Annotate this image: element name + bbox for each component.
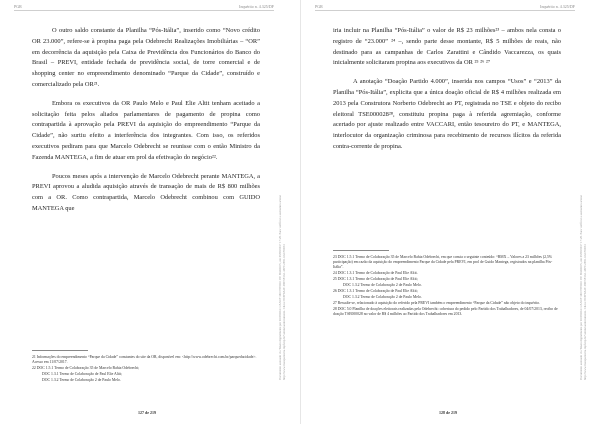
footnote: 27 Ressalte-se, relacionado à aquisição do referido pela PREVI também o empreendimento “Parque da Cidade” não objeto do inquérito. (333, 301, 541, 305)
paragraph: A anotação “Doação Partido 4.000”, inserida nos campos “Usos” e “2013” da Planilha “Pós-Itália”, explicita que a única doação oficial de R$ 4 milhões realizada em 2013 pela Construtora Norberto Odebrecht ao PT, registrada no TSE e objeto do recibo eleitoral TSE000028²⁸, constituiu propina paga à referida agremiação, conforme acertado por ajuste realizado entre VACCARI, então tesoureiro do PT, e MANTEGA, interlocutor da organização criminosa para recebimento de recursos ilícitos da referida contra-corrente de propina. (333, 78, 561, 150)
footnote-rule (333, 250, 389, 251)
page-number: 127 de 219 (138, 410, 156, 415)
running-header-left: PGR (315, 4, 323, 9)
footnote: 25 DOC 1.3.1 Termo de Colaboração de Paul Elie Altit; (333, 277, 418, 281)
page-right (300, 0, 600, 424)
footnotes (32, 355, 260, 384)
footnote: DOC 1.3.1 Termo de Colaboração de Paul Elie Altit; (42, 372, 123, 376)
body-text (32, 26, 260, 215)
running-header-right: Inquérito n. 4.325/DF (239, 4, 274, 9)
side-note-line: http://www.transparencia.mpf.mp.br/validacaodocumento. Chave 9C9F0A2E.D0E5F3A1.4B7C2E91.6A1F8D33 (282, 244, 286, 380)
body-text (333, 26, 561, 153)
page-number: 128 de 219 (439, 410, 457, 415)
paragraph: iria incluir na Planilha “Pós-Itália” o valor de R$ 23 milhões²³ – ambos nela consta o registro de “23.000” ²⁴ –, sendo parte desse montante, R$ 5 milhões de reais, não destinado para as campanhas de Carlos Zarattini e Cândido Vaccarezza, os quais inicialmente solicitaram propina aos executivos da OR ²⁵ ²⁶ ²⁷ (333, 27, 561, 67)
header-rule (315, 10, 575, 11)
footnote: 22 DOC 1.5.1 Termo de Colaboração 35 de Marcelo Bahia Odebrecht; (32, 366, 140, 370)
footnotes (333, 255, 561, 318)
footnote: DOC 1.3.2 Termo de Colaboração 2 de Paulo Melo. (42, 378, 121, 382)
footnote: 23 DOC 1.5.1 Termo de Colaboração 35 de Marcelo Bahia Odebrecht, em que consta o seguinte conteúdo: “BMX – Valores a 23 milhões (2,5% participação) em razão da aquisição do empreendimento Parque da Cidade pela PREVI, em prol de Guido Mantega, registrados na planilha Pós-Itália”. (333, 255, 553, 269)
footnote: DOC 1.3.2 Termo de Colaboração 2 de Paulo Melo. (343, 283, 422, 287)
footnote: 26 DOC 1.3.1 Termo de Colaboração de Paul Elie Altit; (333, 289, 418, 293)
paragraph: Poucos meses após a intervenção de Marcelo Odebrecht perante MANTEGA, a PREVI aprovou a aludida aquisição através de transação de mais de R$ 800 milhões com a OR. Como contrapartida, Marcelo Odebrecht combinou com GUIDO MANTEGA que (32, 172, 260, 212)
paragraph: O outro saldo constante da Planilha “Pós-Itália”, inserido como “Novo crédito OR 23.000”, refere-se à propina paga pela Odebrecht Realizações Imobiliárias – “OR” em decorrência da aquisição pela Caixa de Previdência dos Funcionários do Banco do Brasil – PREVI, entidade fechada de previdência social, de torre comercial e de shopping center no empreendimento denominado “Parque da Cidade”, construído e comercializado pela OR²¹. (32, 27, 260, 88)
side-note-line: Documento assinado via Token digitalmente por RODRIGO JANOT MONTEIRO DE BARROS, em 05/09/2017 17:29. Para verificar a assinatura acesse (278, 195, 282, 380)
footnote-rule (32, 350, 88, 351)
paragraph: Embora os executivos da OR Paulo Melo e Paul Elie Altit tenham aceitado a solicitação feita pelos aliados parlamentares de pagamento de propina como contrapartida à aprovação pela PREVI da aquisição do empreendimento “Parque da Cidade”, não surtiu efeito a interferência dos integrantes. Com isso, os referidos executivos pediram para que Marcelo Odebrecht se reunisse com o então Ministro da Fazenda MANTEGA, a fim de atuar em prol da efetivação do negócio²². (32, 99, 260, 161)
footnote: DOC 1.3.2 Termo de Colaboração 2 de Paulo Melo. (343, 295, 422, 299)
footnote: 24 DOC 1.3.1 Termo de Colaboração de Paul Elie Altit. (333, 271, 418, 275)
side-note-line: Documento assinado via Token digitalmente por RODRIGO JANOT MONTEIRO DE BARROS, em 05/09/2017 17:29. Para verificar a assinatura acesse (579, 195, 583, 380)
side-note-line: http://www.transparencia.mpf.mp.br/validacaodocumento. Chave 9C9F0A2E.D0E5F3A1.4B7C2E91.6A1F8D33 (583, 244, 587, 380)
header-rule (14, 10, 274, 11)
footnote: 21 Informações do empreendimento “Parque da Cidade” constantes do site da OR, disponível em: <http://www.odebrecht.com.br/parquedacidade>. Acesso em 11/07/2017. (32, 355, 257, 364)
footnote: 28 DOC 5.0 Planilha de doações eleitorais realizadas pela Odebrecht: cobertura do pedido pelo Partido dos Trabalhadores, de 04/07/2013, recibo de doação TSE000028 no valor de R$ 4 milhões ao Partido dos Trabalhadores em 2013. (333, 307, 558, 316)
running-header-right: Inquérito n. 4.325/DF (540, 4, 575, 9)
running-header-left: PGR (14, 4, 22, 9)
signature-side-note (278, 20, 296, 380)
signature-side-note (579, 20, 597, 380)
